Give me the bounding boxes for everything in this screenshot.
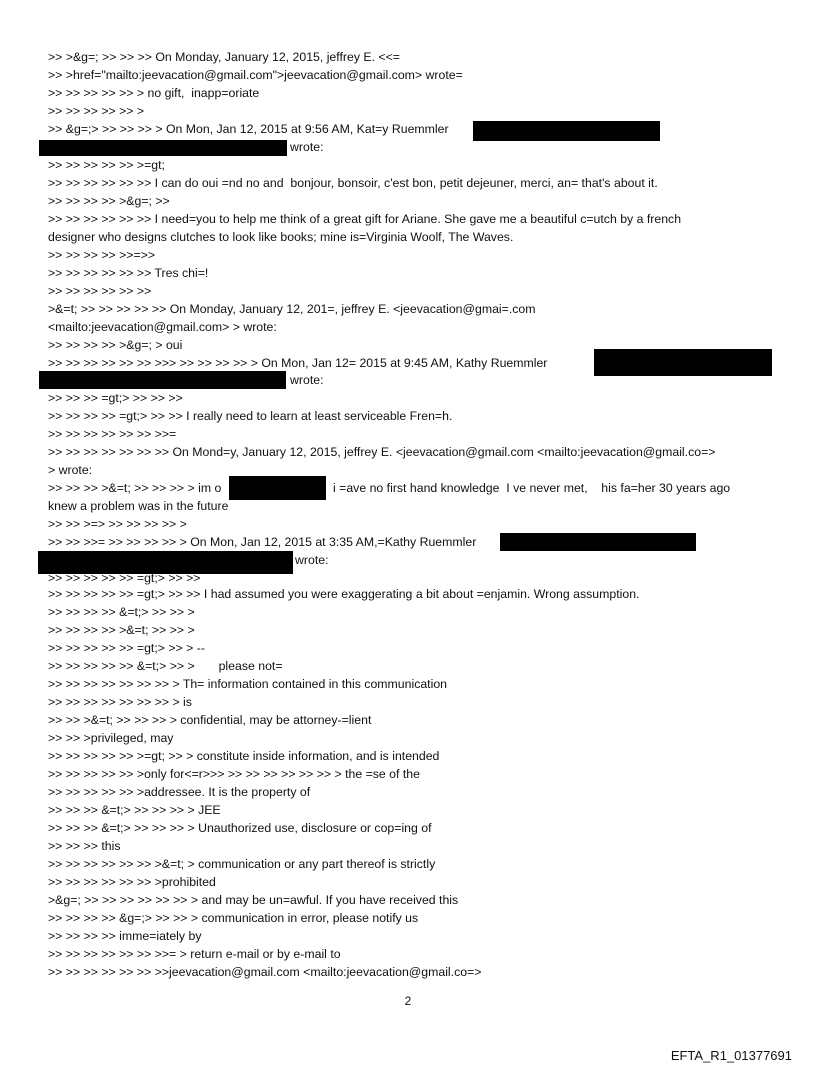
text-line: >> >> >> >> =gt;> >> >> I really need to learn at least serviceable Fren=h. xyxy=(48,409,453,423)
text-line: >> >> >privileged, may xyxy=(48,731,174,745)
text-line: >&=t; >> >> >> >> >> On Monday, January 12, 201=, jeffrey E. <jeevacation@gmai=.com xyxy=(48,302,536,316)
text-line: knew a problem was in the future xyxy=(48,499,229,513)
text-line: wrote: xyxy=(290,140,324,154)
text-line: >> >> >> >> >> >=gt; >> > constitute inside information, and is intended xyxy=(48,749,440,763)
text-line: >> >> >> >> >> >only for<=r>>> >> >> >> >> >> >> > the =se of the xyxy=(48,767,420,781)
text-line: wrote: xyxy=(295,553,329,567)
text-line: >> >> >> >> >> =gt;> >> >> I had assumed you were exaggerating a bit about =enjamin. Wrong assumption. xyxy=(48,587,640,601)
text-line: >> >> >> >> >> >> >prohibited xyxy=(48,875,216,889)
text-line: >> >> >> >> >> >addressee. It is the property of xyxy=(48,785,311,799)
text-line: >> >> >> >> &=t;> >> >> > xyxy=(48,605,195,619)
text-line: >> >href="mailto:jeevacation@gmail.com">jeevacation@gmail.com> wrote= xyxy=(48,68,463,82)
text-line: >> >> >=> >> >> >> >> > xyxy=(48,517,187,531)
text-line: >> &g=;> >> >> >> > On Mon, Jan 12, 2015 at 9:56 AM, Kat=y Ruemmler xyxy=(48,122,449,136)
text-line: >> >> >> >> >> &=t;> >> > please not= xyxy=(48,659,283,673)
redaction-box xyxy=(39,371,286,389)
redaction-box xyxy=(500,533,696,551)
text-line: >> >> >> >> >> =gt;> >> >> xyxy=(48,571,201,585)
text-line: >> >> >> =gt;> >> >> >> xyxy=(48,391,183,405)
text-line: >> >> >> >> >> >> >>jeevacation@gmail.com <mailto:jeevacation@gmail.co=> xyxy=(48,965,482,979)
text-line: >> >> >> &=t;> >> >> >> > Unauthorized use, disclosure or cop=ing of xyxy=(48,821,432,835)
text-line: >> >> >> >> >>=>> xyxy=(48,248,156,262)
text-line: >> >> >> >> >> =gt;> >> > -- xyxy=(48,641,205,655)
text-line: >> >> >> >> imme=iately by xyxy=(48,929,202,943)
page-number: 2 xyxy=(404,994,412,1008)
redaction-box xyxy=(39,140,287,156)
text-line: >> >> >> >> >> >> >> > Th= information contained in this communication xyxy=(48,677,448,691)
text-line: >> >> >> >> >> >> >> > is xyxy=(48,695,192,709)
text-line: >> >> >> >> >> >> >>> >> >> >> >> > On Mon, Jan 12= 2015 at 9:45 AM, Kathy Ruemmler xyxy=(48,356,548,370)
text-line: >> >> >> >> >> >> >> On Mond=y, January 12, 2015, jeffrey E. <jeevacation@gmail.com <mailto:jeevacation@gmail.co=> xyxy=(48,445,716,459)
text-line: > wrote: xyxy=(48,463,93,477)
text-line: designer who designs clutches to look like books; mine is=Virginia Woolf, The Waves. xyxy=(48,230,514,244)
text-line: >> >> >> >> >> > no gift, inapp=oriate xyxy=(48,86,260,100)
text-line: >> >> >> >> >> >> >>= xyxy=(48,427,177,441)
text-line: >> >> >> >> >> >> I need=you to help me think of a great gift for Ariane. She gave me a beautiful c=utch by a french xyxy=(48,212,682,226)
text-line: >> >> >> >> >&g=; >> xyxy=(48,194,170,208)
text-line: >> >> >> >> &g=;> >> >> > communication in error, please notify us xyxy=(48,911,419,925)
text-line: >> >> >> >> >> >> >>= > return e-mail or by e-mail to xyxy=(48,947,341,961)
text-line: >> >&g=; >> >> >> On Monday, January 12, 2015, jeffrey E. <<= xyxy=(48,50,400,64)
text-line: >> >> >>= >> >> >> >> > On Mon, Jan 12, 2015 at 3:35 AM,=Kathy Ruemmler xyxy=(48,535,477,549)
text-line: >> >> >> &=t;> >> >> >> > JEE xyxy=(48,803,221,817)
text-line: >> >> >> >> >> >> xyxy=(48,284,152,298)
text-line: >> >> >> >> >> > xyxy=(48,104,145,118)
text-line: <mailto:jeevacation@gmail.com> > wrote: xyxy=(48,320,277,334)
text-line: >> >> >> >> >&=t; >> >> > xyxy=(48,623,195,637)
bates-number: EFTA_R1_01377691 xyxy=(670,1048,792,1063)
text-line: >> >> >> >> >> >=gt; xyxy=(48,158,165,172)
text-line: >> >> >> this xyxy=(48,839,121,853)
text-line: >&g=; >> >> >> >> >> >> > and may be un=awful. If you have received this xyxy=(48,893,459,907)
text-line: >> >> >> >&=t; >> >> >> > im o xyxy=(48,481,222,495)
text-line: >> >> >> >> >> >> Tres chi=! xyxy=(48,266,209,280)
text-line: >> >> >> >> >> >> >&=t; > communication or any part thereof is strictly xyxy=(48,857,436,871)
text-line: wrote: xyxy=(290,373,324,387)
text-line: >> >> >&=t; >> >> >> > confidential, may be attorney-=lient xyxy=(48,713,372,727)
text-line: i =ave no first hand knowledge I ve never met, his fa=her 30 years ago xyxy=(333,481,731,495)
text-line: >> >> >> >> >> >> I can do oui =nd no and bonjour, bonsoir, c'est bon, petit dejeuner, merci, an= that's about it. xyxy=(48,176,658,190)
text-line: >> >> >> >> >&g=; > oui xyxy=(48,338,183,352)
